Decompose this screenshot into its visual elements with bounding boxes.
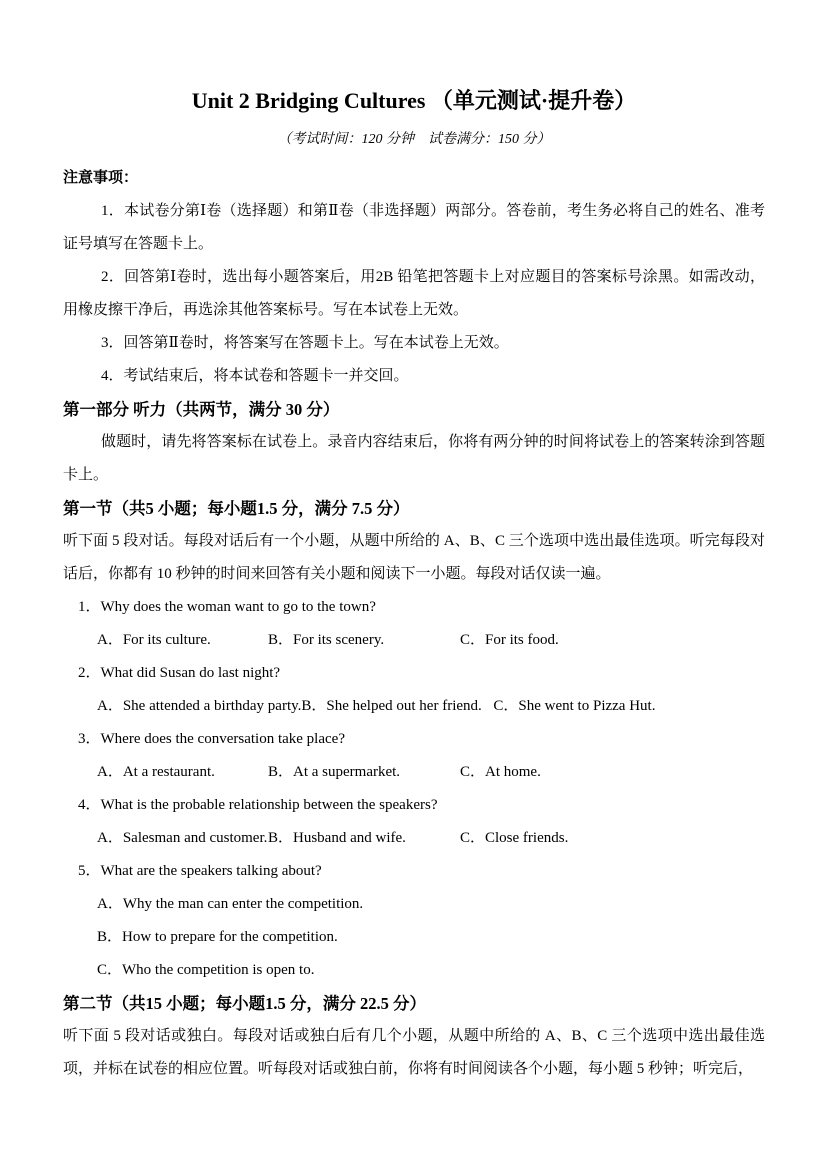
question-4-options: [63, 822, 765, 855]
part1-heading: 第一部分 听力（共两节，满分 30 分）: [63, 400, 340, 419]
option-a: A．Why the man can enter the competition.: [97, 896, 364, 912]
question-stem: What is the probable relationship between the speakers?: [100, 797, 438, 813]
exam-time-score-info: （考试时间：120 分钟 试卷满分：150 分）: [277, 132, 551, 147]
question-2-text: [63, 657, 765, 690]
notice-item-2: 2．回答第Ⅰ卷时，选出每小题答案后，用2B 铅笔把答题卡上对应题目的答案标号涂黑。如需改动，用橡皮擦干净后，再选涂其他答案标号。写在本试卷上无效。: [63, 269, 765, 318]
question-2: [63, 657, 765, 723]
option-c: C．At home.: [460, 764, 541, 780]
option-b: B．How to prepare for the competition.: [97, 929, 338, 945]
question-5-text: [63, 855, 765, 888]
question-stem: What did Susan do last night?: [100, 665, 281, 681]
question-4: [63, 789, 765, 855]
question-1-text: [63, 591, 765, 624]
notice-item-4: 4．考试结束后，将本试卷和答题卡一并交回。: [101, 368, 409, 384]
option-c: C．For its food.: [460, 632, 559, 648]
question-1-options: [63, 624, 765, 657]
option-c: C．She went to Pizza Hut.: [493, 698, 656, 714]
option-c: C．Close friends.: [460, 830, 569, 846]
question-3-text: [63, 723, 765, 756]
question-number: 5．: [78, 863, 101, 879]
notice-heading: 注意事项：: [63, 170, 139, 186]
question-4-text: [63, 789, 765, 822]
notice-item-3: 3．回答第Ⅱ卷时，将答案写在答题卡上。写在本试卷上无效。: [101, 335, 509, 351]
question-5: [63, 855, 765, 987]
option-a: A．At a restaurant.: [97, 764, 215, 780]
option-b: B．She helped out her friend.: [301, 698, 482, 714]
question-number: 4．: [78, 797, 101, 813]
question-1: [63, 591, 765, 657]
question-2-options: [63, 690, 765, 723]
question-number: 1．: [78, 599, 101, 615]
question-stem: Why does the woman want to go to the town?: [100, 599, 376, 615]
option-c: C．Who the competition is open to.: [97, 962, 315, 978]
part1-intro: 做题时，请先将答案标在试卷上。录音内容结束后，你将有两分钟的时间将试卷上的答案转涂到答题卡上。: [63, 434, 765, 483]
option-a: A．She attended a birthday party.: [97, 698, 302, 714]
exam-body: [63, 162, 765, 1086]
section2-heading: 第二节（共15 小题；每小题1.5 分，满分 22.5 分）: [63, 994, 426, 1013]
question-number: 2．: [78, 665, 101, 681]
notice-item-1: 1．本试卷分第Ⅰ卷（选择题）和第Ⅱ卷（非选择题）两部分。答卷前，考生务必将自己的姓名、准考证号填写在答题卡上。: [63, 203, 765, 252]
option-a: A．Salesman and customer.: [97, 830, 268, 846]
question-3: [63, 723, 765, 789]
question-stem: Where does the conversation take place?: [100, 731, 345, 747]
question-stem: What are the speakers talking about?: [100, 863, 322, 879]
section2-instructions: 听下面 5 段对话或独白。每段对话或独白后有几个小题，从题中所给的 A、B、C 三个选项中选出最佳选项，并标在试卷的相应位置。听每段对话或独白前，你将有时间阅读各个小题，每小题 5 秒钟；听完后，: [63, 1028, 765, 1077]
option-b: B．At a supermarket.: [268, 764, 401, 780]
section1-heading: 第一节（共5 小题；每小题1.5 分，满分 7.5 分）: [63, 499, 410, 518]
option-b: B．Husband and wife.: [268, 830, 406, 846]
question-number: 3．: [78, 731, 101, 747]
option-b: B．For its scenery.: [268, 632, 385, 648]
option-a: A．For its culture.: [97, 632, 211, 648]
question-3-options: [63, 756, 765, 789]
page-title: Unit 2 Bridging Cultures （单元测试·提升卷）: [191, 88, 637, 113]
section1-instructions: 听下面 5 段对话。每段对话后有一个小题，从题中所给的 A、B、C 三个选项中选出最佳选项。听完每段对话后，你都有 10 秒钟的时间来回答有关小题和阅读下一小题。每段对话仅读一遍。: [63, 533, 765, 582]
